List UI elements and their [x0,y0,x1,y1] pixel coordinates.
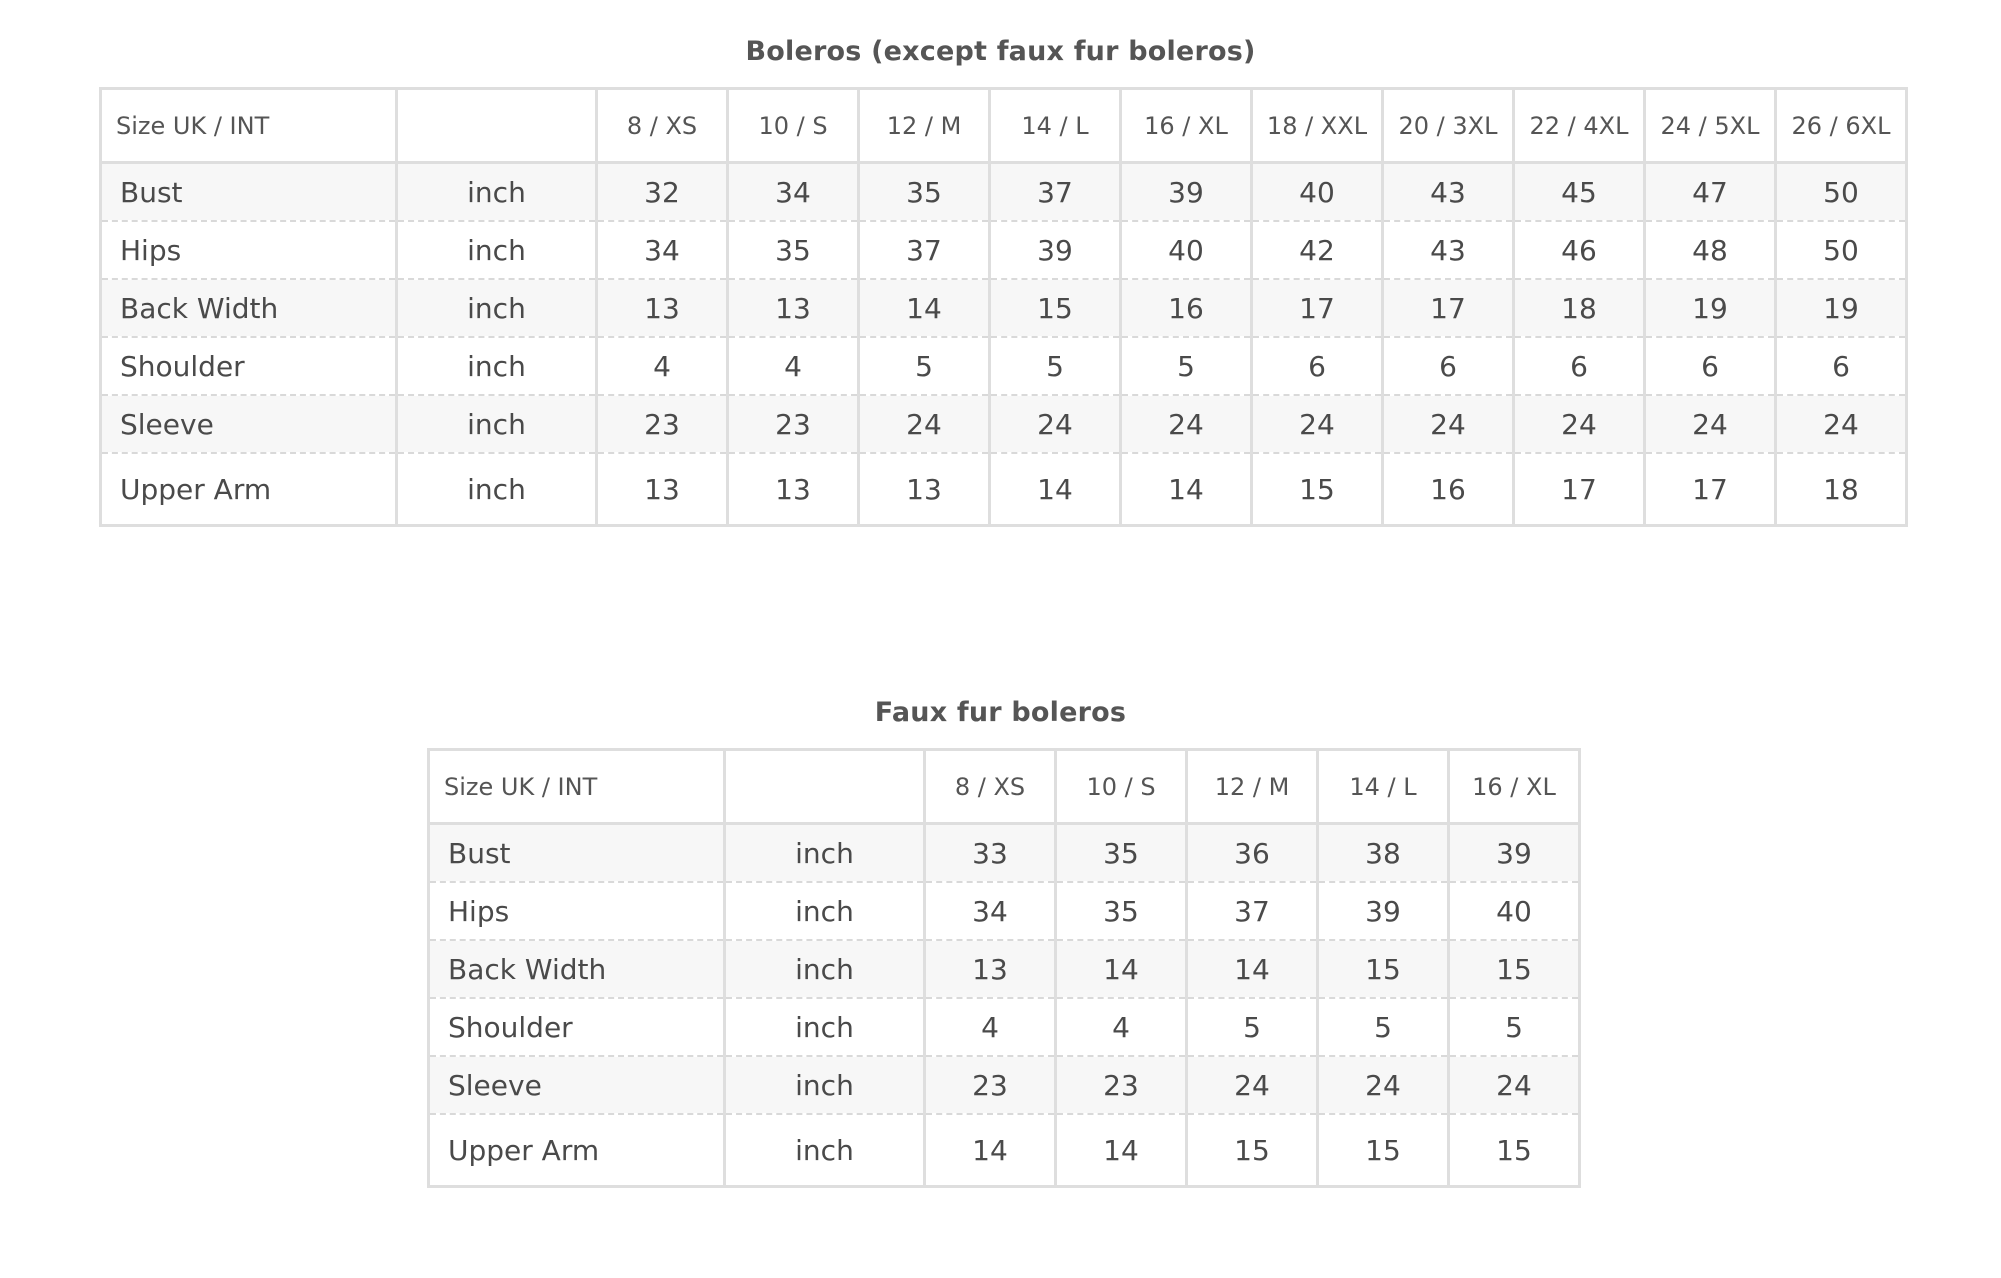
size-header-cell: 12 / M [1187,750,1318,824]
value-cell: 34 [925,882,1056,940]
value-cell: 5 [1318,998,1449,1056]
unit-cell: inch [725,824,925,883]
value-cell: 13 [597,279,728,337]
measurement-label: Upper Arm [101,453,397,526]
value-cell: 24 [1383,395,1514,453]
value-cell: 6 [1776,337,1907,395]
size-header-cell: 14 / L [990,89,1121,163]
value-cell: 19 [1776,279,1907,337]
value-cell: 14 [1121,453,1252,526]
measurement-label: Shoulder [101,337,397,395]
value-cell: 43 [1383,221,1514,279]
value-cell: 6 [1645,337,1776,395]
value-cell: 47 [1645,163,1776,222]
value-cell: 14 [859,279,990,337]
size-header-cell: 24 / 5XL [1645,89,1776,163]
value-cell: 24 [859,395,990,453]
value-cell: 38 [1318,824,1449,883]
size-header-cell: 26 / 6XL [1776,89,1907,163]
value-cell: 32 [597,163,728,222]
measurement-label: Shoulder [429,998,725,1056]
unit-cell: inch [397,453,597,526]
value-cell: 23 [728,395,859,453]
size-header-cell: 12 / M [859,89,990,163]
value-cell: 39 [1449,824,1580,883]
size-column-header: Size UK / INT [101,89,397,163]
value-cell: 37 [1187,882,1318,940]
value-cell: 4 [597,337,728,395]
value-cell: 23 [1056,1056,1187,1114]
value-cell: 5 [859,337,990,395]
size-header-cell: 16 / XL [1449,750,1580,824]
value-cell: 23 [925,1056,1056,1114]
unit-cell: inch [397,337,597,395]
measurement-row [101,279,1907,337]
measurement-label: Back Width [429,940,725,998]
measurement-row [429,998,1580,1056]
value-cell: 4 [728,337,859,395]
value-cell: 17 [1383,279,1514,337]
unit-cell: inch [725,940,925,998]
measurement-label: Upper Arm [429,1114,725,1187]
size-header-cell: 22 / 4XL [1514,89,1645,163]
value-cell: 34 [728,163,859,222]
unit-cell: inch [397,163,597,222]
value-cell: 4 [925,998,1056,1056]
value-cell: 19 [1645,279,1776,337]
value-cell: 4 [1056,998,1187,1056]
measurement-row [429,1056,1580,1114]
unit-column-header [397,89,597,163]
size-chart-table [99,87,1908,527]
measurement-row [429,1114,1580,1187]
value-cell: 17 [1514,453,1645,526]
value-cell: 48 [1645,221,1776,279]
value-cell: 24 [1776,395,1907,453]
value-cell: 37 [990,163,1121,222]
size-header-cell: 10 / S [728,89,859,163]
measurement-row [429,882,1580,940]
measurement-label: Sleeve [101,395,397,453]
value-cell: 15 [990,279,1121,337]
value-cell: 43 [1383,163,1514,222]
unit-column-header [725,750,925,824]
measurement-row [101,337,1907,395]
value-cell: 45 [1514,163,1645,222]
size-header-cell: 10 / S [1056,750,1187,824]
size-header-cell: 8 / XS [597,89,728,163]
unit-cell: inch [397,279,597,337]
value-cell: 5 [1449,998,1580,1056]
value-cell: 6 [1383,337,1514,395]
size-header-cell: 20 / 3XL [1383,89,1514,163]
value-cell: 15 [1449,940,1580,998]
size-header-cell: 18 / XXL [1252,89,1383,163]
value-cell: 5 [1121,337,1252,395]
value-cell: 13 [597,453,728,526]
size-header-cell: 8 / XS [925,750,1056,824]
measurement-row [101,163,1907,222]
value-cell: 40 [1121,221,1252,279]
value-cell: 16 [1121,279,1252,337]
measurement-label: Back Width [101,279,397,337]
size-chart-title: Boleros (except faux fur boleros) [745,36,1256,67]
value-cell: 39 [1318,882,1449,940]
value-cell: 35 [728,221,859,279]
value-cell: 13 [925,940,1056,998]
size-header-cell: 14 / L [1318,750,1449,824]
measurement-row [429,940,1580,998]
size-column-header: Size UK / INT [429,750,725,824]
value-cell: 40 [1449,882,1580,940]
unit-cell: inch [725,882,925,940]
value-cell: 13 [728,279,859,337]
measurement-row [101,395,1907,453]
value-cell: 6 [1252,337,1383,395]
measurement-label: Bust [429,824,725,883]
measurement-label: Bust [101,163,397,222]
value-cell: 14 [990,453,1121,526]
value-cell: 24 [1187,1056,1318,1114]
unit-cell: inch [725,1056,925,1114]
value-cell: 50 [1776,221,1907,279]
value-cell: 14 [1187,940,1318,998]
value-cell: 14 [925,1114,1056,1187]
value-cell: 42 [1252,221,1383,279]
size-header-row [429,750,1580,824]
value-cell: 39 [1121,163,1252,222]
value-cell: 5 [1187,998,1318,1056]
value-cell: 23 [597,395,728,453]
value-cell: 14 [1056,940,1187,998]
value-cell: 36 [1187,824,1318,883]
value-cell: 17 [1252,279,1383,337]
value-cell: 18 [1776,453,1907,526]
value-cell: 15 [1318,1114,1449,1187]
value-cell: 35 [859,163,990,222]
size-header-cell: 16 / XL [1121,89,1252,163]
unit-cell: inch [725,998,925,1056]
value-cell: 34 [597,221,728,279]
measurement-label: Hips [429,882,725,940]
value-cell: 24 [1449,1056,1580,1114]
value-cell: 13 [728,453,859,526]
value-cell: 15 [1449,1114,1580,1187]
value-cell: 16 [1383,453,1514,526]
value-cell: 15 [1318,940,1449,998]
value-cell: 35 [1056,824,1187,883]
value-cell: 24 [1252,395,1383,453]
value-cell: 17 [1645,453,1776,526]
measurement-row [101,221,1907,279]
unit-cell: inch [397,395,597,453]
measurement-label: Sleeve [429,1056,725,1114]
size-chart-title: Faux fur boleros [874,697,1127,728]
value-cell: 24 [1645,395,1776,453]
value-cell: 46 [1514,221,1645,279]
unit-cell: inch [725,1114,925,1187]
value-cell: 24 [1514,395,1645,453]
size-header-row [101,89,1907,163]
measurement-row [101,453,1907,526]
value-cell: 35 [1056,882,1187,940]
value-cell: 18 [1514,279,1645,337]
value-cell: 14 [1056,1114,1187,1187]
value-cell: 40 [1252,163,1383,222]
value-cell: 24 [1121,395,1252,453]
value-cell: 6 [1514,337,1645,395]
value-cell: 24 [1318,1056,1449,1114]
value-cell: 5 [990,337,1121,395]
measurement-label: Hips [101,221,397,279]
value-cell: 15 [1252,453,1383,526]
size-chart-table [427,748,1581,1188]
value-cell: 37 [859,221,990,279]
value-cell: 33 [925,824,1056,883]
value-cell: 13 [859,453,990,526]
value-cell: 15 [1187,1114,1318,1187]
measurement-row [429,824,1580,883]
value-cell: 24 [990,395,1121,453]
unit-cell: inch [397,221,597,279]
value-cell: 39 [990,221,1121,279]
value-cell: 50 [1776,163,1907,222]
